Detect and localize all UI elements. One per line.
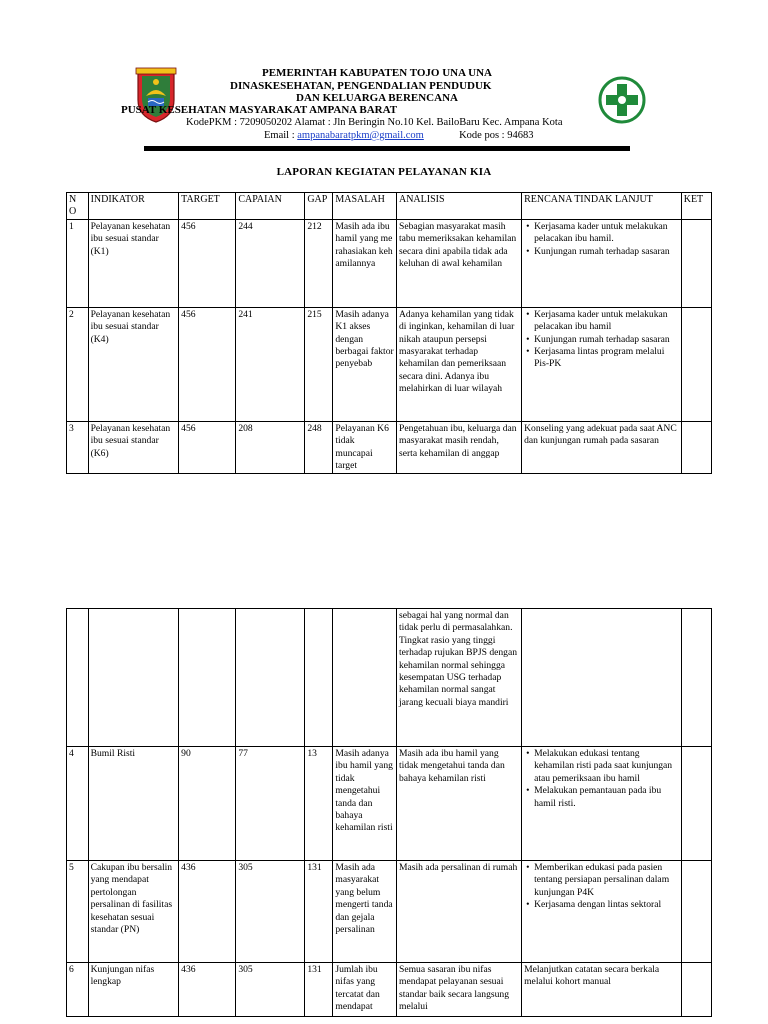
cell-ket: [681, 963, 711, 1017]
report-table-page-1: [66, 192, 712, 474]
table-row: [67, 307, 712, 421]
cell-gap: [305, 609, 333, 747]
letterhead-line-2: DINASKESEHATAN, PENGENDALIAN PENDUDUK: [230, 80, 492, 92]
page-break: [0, 486, 768, 598]
email-link[interactable]: ampanabaratpkm@gmail.com: [297, 130, 424, 141]
cell-no: 2: [67, 307, 89, 421]
table-row: [67, 963, 712, 1017]
cell-gap: 131: [305, 861, 333, 963]
cell-rencana: [522, 307, 682, 421]
cell-rencana: [522, 219, 682, 307]
table-header-row: [67, 193, 712, 220]
cell-capaian: 305: [236, 963, 305, 1017]
cell-masalah: [333, 609, 397, 747]
report-title: LAPORAN KEGIATAN PELAYANAN KIA: [276, 166, 492, 178]
header-ket: KET: [681, 193, 711, 220]
cell-rencana: Konseling yang adekuat pada saat ANC dan kunjungan rumah pada sasaran: [522, 421, 682, 473]
cell-rencana: [522, 609, 682, 747]
cell-ket: [681, 609, 711, 747]
report-table-page-2: [66, 608, 712, 1017]
cell-indikator: [88, 609, 179, 747]
header-analisis: ANALISIS: [396, 193, 521, 220]
email-label: Email :: [264, 130, 298, 141]
cell-masalah: Masih adanya K1 akses dengan berbagai faktor penyebab: [333, 307, 397, 421]
cell-analisis: Pengetahuan ibu, keluarga dan masyarakat masih rendah, serta kehamilan di anggap: [396, 421, 521, 473]
cell-capaian: 241: [236, 307, 305, 421]
list-item: • Melakukan pemantauan pada ibu hamil risti.: [534, 785, 679, 810]
cell-rencana: [522, 861, 682, 963]
letterhead-contact: [264, 129, 533, 142]
table-row: [67, 861, 712, 963]
cell-analisis: Masih ada ibu hamil yang tidak mengetahui tanda dan bahaya kehamilan risti: [396, 747, 521, 861]
header-rencana: RENCANA TINDAK LANJUT: [522, 193, 682, 220]
cell-indikator: Pelayanan kesehatan ibu sesuai standar (K1): [88, 219, 179, 307]
cell-gap: 212: [305, 219, 333, 307]
cell-analisis: Masih ada persalinan di rumah: [396, 861, 521, 963]
cell-analisis: sebagai hal yang normal dan tidak perlu di permasalahkan. Tingkat rasio yang tinggi terhadap rujukan BPJS dengan kehamilan normal sehingga kesempatan USG terhadap kehamilan normal sangat jarang kecuali biaya mandiri: [396, 609, 521, 747]
header-capaian: CAPAIAN: [236, 193, 305, 220]
cell-ket: [681, 421, 711, 473]
cell-no: 5: [67, 861, 89, 963]
cell-ket: [681, 307, 711, 421]
cell-no: 3: [67, 421, 89, 473]
cell-indikator: Kunjungan nifas lengkap: [88, 963, 179, 1017]
cell-masalah: Masih adanya ibu hamil yang tidak mengetahui tanda dan bahaya kehamilan risti: [333, 747, 397, 861]
cell-target: 456: [179, 307, 236, 421]
postcode: Kode pos : 94683: [459, 130, 534, 141]
cell-no: 6: [67, 963, 89, 1017]
table-row: [67, 747, 712, 861]
table-row: [67, 219, 712, 307]
cell-ket: [681, 747, 711, 861]
cell-ket: [681, 861, 711, 963]
cell-target: [179, 609, 236, 747]
list-item: • Kerjasama dengan lintas sektoral: [534, 899, 679, 911]
health-cross-icon: [598, 72, 646, 128]
cell-masalah: Jumlah ibu nifas yang tercatat dan mendapat: [333, 963, 397, 1017]
cell-target: 90: [179, 747, 236, 861]
cell-ket: [681, 219, 711, 307]
list-item: • Memberikan edukasi pada pasien tentang persiapan persalinan dalam kunjungan P4K: [534, 862, 679, 899]
cell-masalah: Masih ada ibu hamil yang merahasiakan kehamilannya: [333, 219, 397, 307]
cell-no: 4: [67, 747, 89, 861]
cell-capaian: 305: [236, 861, 305, 963]
letterhead-line-4: PUSAT KESEHATAN MASYARAKAT AMPANA BARAT: [121, 104, 398, 116]
list-item: • Kerjasama kader untuk melakukan pelacakan ibu hamil.: [534, 221, 679, 246]
cell-rencana: Melanjutkan catatan secara berkala melalui kohort manual: [522, 963, 682, 1017]
cell-gap: 131: [305, 963, 333, 1017]
header-target: TARGET: [179, 193, 236, 220]
cell-capaian: [236, 609, 305, 747]
cell-indikator: Pelayanan kesehatan ibu sesuai standar (K4): [88, 307, 179, 421]
cell-masalah: Pelayanan K6 tidak muncapai target: [333, 421, 397, 473]
cell-masalah: Masih ada masyarakat yang belum mengerti tanda dan gejala persalinan: [333, 861, 397, 963]
cell-indikator: Pelayanan kesehatan ibu sesuai standar (K6): [88, 421, 179, 473]
cell-target: 456: [179, 219, 236, 307]
cell-target: 436: [179, 861, 236, 963]
cell-capaian: 208: [236, 421, 305, 473]
table-row: [67, 609, 712, 747]
cell-indikator: Bumil Risti: [88, 747, 179, 861]
header-masalah: MASALAH: [333, 193, 397, 220]
cell-analisis: Sebagian masyarakat masih tabu memeriksakan kehamilan secara dini apabila tidak ada keluhan di awal kehamilan: [396, 219, 521, 307]
letterhead-line-1: PEMERINTAH KABUPATEN TOJO UNA UNA: [262, 67, 493, 79]
cell-no: 1: [67, 219, 89, 307]
cell-gap: 215: [305, 307, 333, 421]
letterhead-line-3: DAN KELUARGA BERENCANA: [296, 92, 458, 104]
header-indikator: INDIKATOR: [88, 193, 179, 220]
cell-capaian: 244: [236, 219, 305, 307]
list-item: • Kerjasama lintas program melalui Pis-PK: [534, 346, 679, 371]
header-gap: GAP: [305, 193, 333, 220]
cell-gap: 13: [305, 747, 333, 861]
list-item: • Melakukan edukasi tentang kehamilan risti pada saat kunjungan atau pemeriksaan ibu hamil: [534, 748, 679, 785]
cell-indikator: Cakupan ibu bersalin yang mendapat pertolongan persalinan di fasilitas kesehatan sesuai standar (PN): [88, 861, 179, 963]
cell-target: 456: [179, 421, 236, 473]
list-item: • Kunjungan rumah terhadap sasaran: [534, 334, 679, 346]
list-item: • Kunjungan rumah terhadap sasaran: [534, 246, 679, 258]
cell-capaian: 77: [236, 747, 305, 861]
cell-no: [67, 609, 89, 747]
header-no: N O: [67, 193, 89, 220]
cell-target: 436: [179, 963, 236, 1017]
cell-gap: 248: [305, 421, 333, 473]
cell-analisis: Semua sasaran ibu nifas mendapat pelayanan sesuai standar baik secara langsung melalui: [396, 963, 521, 1017]
table-row: [67, 421, 712, 473]
letterhead-address: KodePKM : 7209050202 Alamat : Jln Beringin No.10 Kel. BailoBaru Kec. Ampana Kota: [186, 117, 563, 128]
letterhead-divider: [144, 146, 630, 151]
cell-analisis: Adanya kehamilan yang tidak di inginkan, kehamilan di luar nikah ataupun persepsi masyarakat terhadap kehamilan dan pemeriksaan secara dini. Adanya ibu melahirkan di luar wilayah: [396, 307, 521, 421]
list-item: • Kerjasama kader untuk melakukan pelacakan ibu hamil: [534, 309, 679, 334]
cell-rencana: [522, 747, 682, 861]
